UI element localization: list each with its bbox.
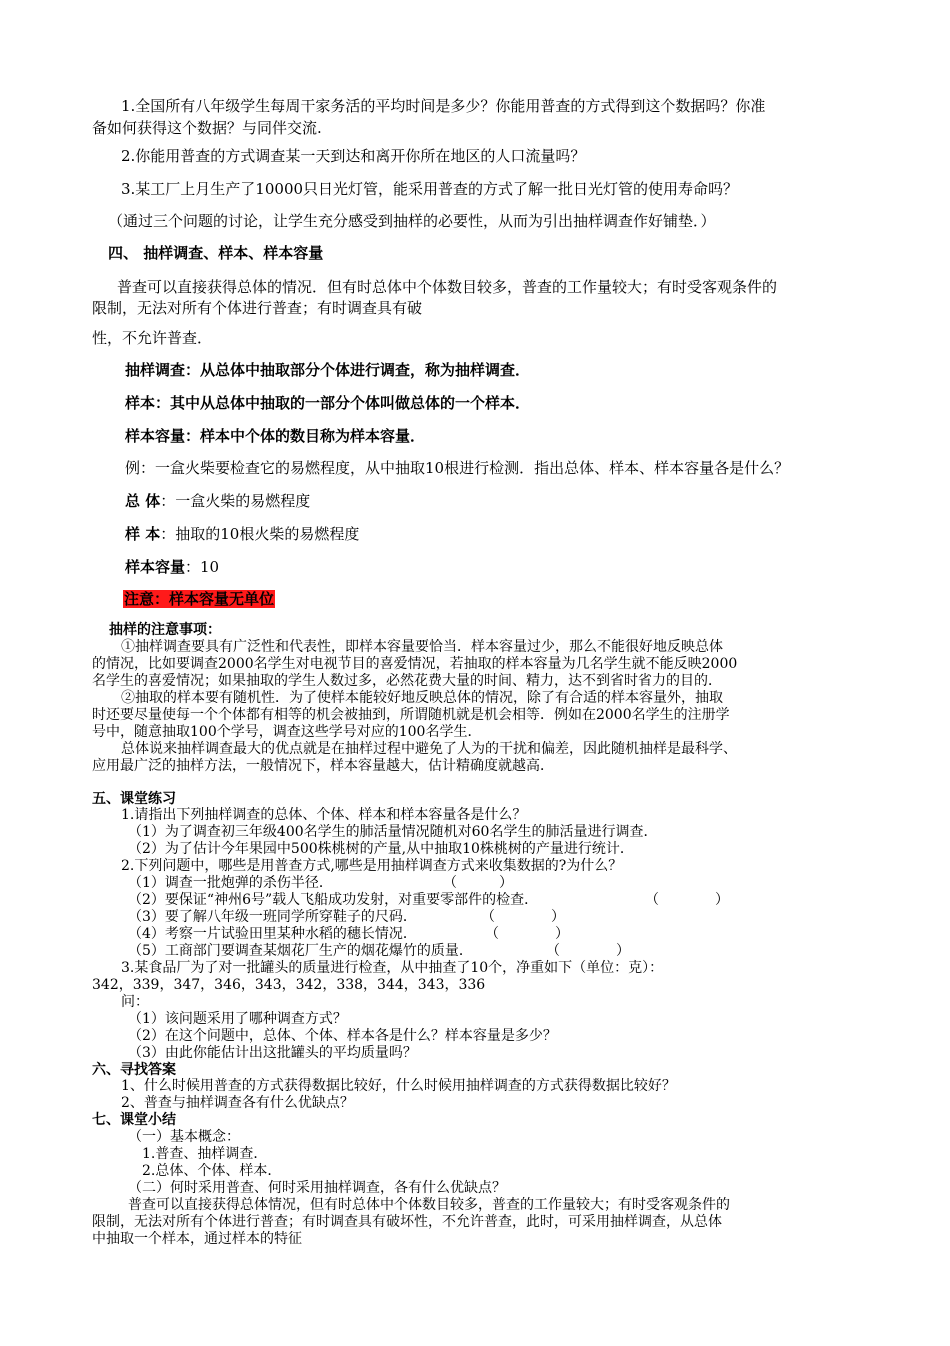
exercise-3-c: （3）由此你能估计出这批罐头的平均质量吗？ bbox=[128, 1045, 417, 1061]
definition-sampling-survey: 抽样调查：从总体中抽取部分个体进行调查，称为抽样调查． bbox=[125, 361, 531, 379]
definition-sample-size: 样本容量：样本中个体的数目称为样本容量． bbox=[125, 427, 426, 445]
exercise-2-b: （2）要保证“神州6号”载人飞船成功发射，对重要零部件的检查． bbox=[128, 892, 539, 908]
warning-highlight bbox=[123, 588, 275, 610]
exercise-3-b: （2）在这个问题中，总体、个体、样本各是什么？样本容量是多少？ bbox=[128, 1028, 557, 1044]
find-answer-1: 1、什么时候用普查的方式获得数据比较好，什么时候用抽样调查的方式获得数据比较好？ bbox=[121, 1078, 676, 1094]
definition-sample: 样本：其中从总体中抽取的一部分个体叫做总体的一个样本． bbox=[125, 394, 531, 412]
section-6-heading: 六、寻找答案 bbox=[92, 1062, 176, 1078]
answer-sample bbox=[125, 523, 359, 545]
section-4-paragraph-line-1: 普查可以直接获得总体的情况．但有时总体中个体数目较多，普查的工作量较大；有时受客观条件的 bbox=[117, 278, 778, 296]
exercise-2: 2.下列问题中，哪些是用普查方式,哪些是用抽样调查方式来收集数据的?为什么？ bbox=[121, 858, 623, 874]
section-4-paragraph-line-2: 限制，无法对所有个体进行普查；有时调查具有破 bbox=[92, 299, 423, 317]
section-4-heading: 四、 抽样调查、样本、样本容量 bbox=[108, 244, 324, 262]
exercise-1: 1.请指出下列抽样调查的总体、个体、样本和样本容量各是什么？ bbox=[121, 807, 527, 823]
cautions-p1-line-3: 名学生的喜爱情况；如果抽取的学生人数过多，必然花费大量的时间、精力，达不到省时省力的目的． bbox=[92, 673, 722, 689]
exercise-2-d: （4）考察一片试验田里某种水稻的穗长情况． bbox=[128, 926, 417, 942]
cautions-p1-line-1: ①抽样调查要具有广泛性和代表性，即样本容量要恰当．样本容量过少，那么不能很好地反映总体 bbox=[121, 639, 723, 655]
summary-basic-concepts: （一）基本概念： bbox=[128, 1129, 240, 1145]
answer-population-label: 总 体 bbox=[125, 492, 161, 510]
summary-paragraph-line-2: 限制，无法对所有个体进行普查；有时调查具有破坏性，不允许普查，此时，可采用抽样调查，从总体 bbox=[92, 1214, 722, 1230]
section-7-heading: 七、课堂小结 bbox=[92, 1112, 176, 1128]
exercise-3-a: （1）该问题采用了哪种调查方式？ bbox=[128, 1011, 347, 1027]
cautions-p3-line-1: 总体说来抽样调查最大的优点就是在抽样过程中避免了人为的干扰和偏差，因此随机抽样是最科学、 bbox=[121, 741, 737, 757]
exercise-3-weights: 342，339，347，346，343，342，338，344，343，336 bbox=[92, 977, 486, 993]
cautions-heading: 抽样的注意事项： bbox=[109, 622, 221, 638]
intro-question-1-line-2: 备如何获得这个数据？与同伴交流. bbox=[92, 119, 322, 137]
summary-concept-2: 2.总体、个体、样本． bbox=[142, 1163, 282, 1179]
exercise-2-e: （5）工商部门要调查某烟花厂生产的烟花爆竹的质量． bbox=[128, 943, 473, 959]
exercise-3-line-1: 3.某食品厂为了对一批罐头的质量进行检查，从中抽查了10个，净重如下（单位：克）： bbox=[121, 960, 664, 976]
answer-population bbox=[125, 490, 310, 512]
exercise-2-c-blank[interactable]: （ ） bbox=[481, 909, 565, 925]
section-4-paragraph-line-3: 性，不允许普查． bbox=[92, 329, 213, 347]
intro-question-3: 3.某工厂上月生产了10000只日光灯管，能采用普查的方式了解一批日光灯管的使用寿命吗？ bbox=[121, 180, 739, 198]
exercise-2-c: （3）要了解八年级一班同学所穿鞋子的尺码． bbox=[128, 909, 417, 925]
summary-paragraph-line-1: 普查可以直接获得总体情况，但有时总体中个体数目较多，普查的工作量较大；有时受客观条件的 bbox=[128, 1197, 730, 1213]
exercise-2-a: （1）调查一批炮弹的杀伤半径． bbox=[128, 875, 333, 891]
summary-when-to-use: （二）何时采用普查、何时采用抽样调查，各有什么优缺点？ bbox=[128, 1180, 506, 1196]
exercise-2-b-blank[interactable]: （ ） bbox=[645, 892, 729, 908]
cautions-p3-line-2: 应用最广泛的抽样方法，一般情况下，样本容量越大，估计精确度就越高． bbox=[92, 758, 554, 774]
warning-box bbox=[123, 590, 275, 608]
intro-note: （通过三个问题的讨论，让学生充分感受到抽样的必要性，从而为引出抽样调查作好铺垫．） bbox=[108, 212, 716, 230]
section-5-heading: 五、课堂练习 bbox=[92, 791, 176, 807]
answer-sample-size bbox=[125, 556, 219, 578]
warning-prefix: 注意： bbox=[124, 590, 170, 608]
answer-sample-label: 样 本 bbox=[125, 525, 161, 543]
summary-paragraph-line-3: 中抽取一个样本，通过样本的特征 bbox=[92, 1231, 302, 1247]
intro-question-1-line-1: 1.全国所有八年级学生每周干家务活的平均时间是多少？你能用普查的方式得到这个数据吗？你准 bbox=[121, 97, 766, 115]
exercise-2-a-blank[interactable]: （ ） bbox=[443, 875, 513, 891]
find-answer-2: 2、普查与抽样调查各有什么优缺点？ bbox=[121, 1095, 354, 1111]
exercise-1-a: （1）为了调查初三年级400名学生的肺活量情况随机对60名学生的肺活量进行调查． bbox=[128, 824, 658, 840]
warning-text: 样本容量无单位 bbox=[169, 590, 275, 608]
answer-sample-size-label: 样本容量 bbox=[125, 558, 186, 576]
answer-population-value: ：一盒火柴的易燃程度 bbox=[160, 492, 311, 510]
summary-concept-1: 1.普查、抽样调查． bbox=[142, 1146, 268, 1162]
exercise-1-b: （2）为了估计今年果园中500株桃树的产量,从中抽取10株桃树的产量进行统计． bbox=[128, 841, 634, 857]
cautions-p1-line-2: 的情况，比如要调查2000名学生对电视节目的喜爱情况，若抽取的样本容量为几名学生就不能反映2000 bbox=[92, 656, 738, 672]
exercise-3-ask: 问： bbox=[121, 994, 149, 1010]
intro-question-2: 2.你能用普查的方式调查某一天到达和离开你所在地区的人口流量吗？ bbox=[121, 147, 586, 165]
exercise-2-d-blank[interactable]: （ ） bbox=[485, 926, 569, 942]
example-question: 例：一盒火柴要检查它的易燃程度，从中抽取10根进行检测．指出总体、样本、样本容量各是什么？ bbox=[125, 459, 790, 477]
cautions-p2-line-2: 时还要尽量使每一个个体都有相等的机会被抽到，所谓随机就是机会相等．例如在2000名学生的注册学 bbox=[92, 707, 730, 723]
exercise-2-e-blank[interactable]: （ ） bbox=[546, 943, 630, 959]
answer-sample-size-value: ：10 bbox=[185, 558, 220, 576]
cautions-p2-line-1: ②抽取的样本要有随机性．为了使样本能较好地反映总体的情况，除了有合适的样本容量外，抽取 bbox=[121, 690, 723, 706]
cautions-p2-line-3: 号中，随意抽取100个学号，调查这些学号对应的100名学生． bbox=[92, 724, 482, 740]
answer-sample-value: ：抽取的10根火柴的易燃程度 bbox=[160, 525, 360, 543]
